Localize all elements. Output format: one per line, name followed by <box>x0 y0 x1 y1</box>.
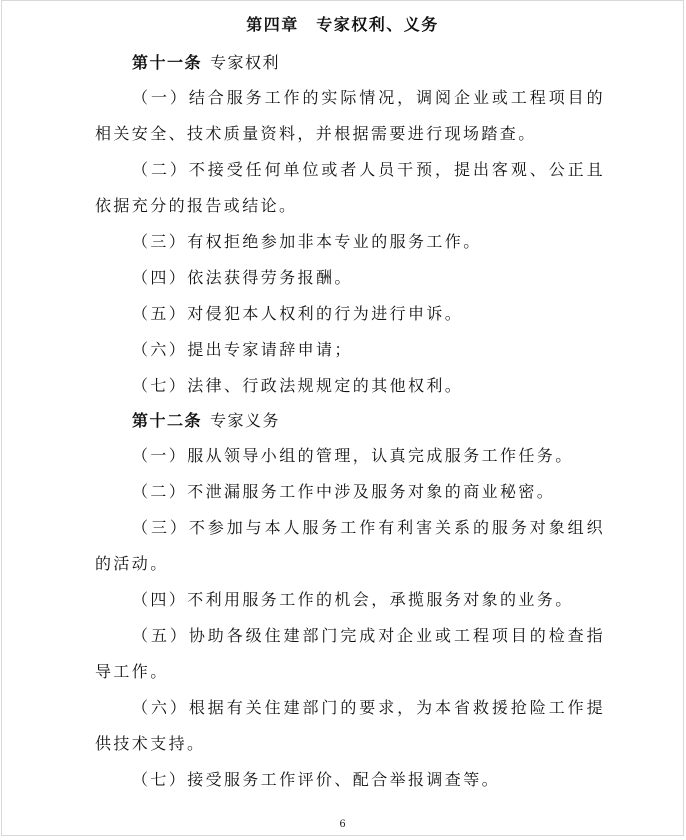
article-11-item-5: （五）对侵犯本人权利的行为进行申诉。 <box>132 304 464 323</box>
article-12-item-2: （二）不泄漏服务工作中涉及服务对象的商业秘密。 <box>132 482 556 501</box>
article-12-item-5: （五）协助各级住建部门完成对企业或工程项目的检查指导工作。 <box>95 626 605 681</box>
article-11-item-2: （二）不接受任何单位或者人员干预，提出客观、公正且依据充分的报告或结论。 <box>95 160 605 215</box>
article-11-item-4: （四）依法获得劳务报酬。 <box>132 268 353 287</box>
article-12-item-6: （六）根据有关住建部门的要求，为本省救援抢险工作提供技术支持。 <box>95 698 605 753</box>
article-11-item-1: （一）结合服务工作的实际情况，调阅企业或工程项目的相关安全、技术质量资料，并根据需要进行现场踏查。 <box>95 88 605 143</box>
article-12-heading <box>132 410 280 432</box>
article-12-number: 第十二条 <box>132 411 203 430</box>
article-11-item-7: （七）法律、行政法规规定的其他权利。 <box>132 376 464 395</box>
article-11-heading <box>132 52 280 74</box>
document-page <box>1 0 684 836</box>
article-11-item-3: （三）有权拒绝参加非本专业的服务工作。 <box>132 232 482 251</box>
article-12-subject: 专家义务 <box>210 411 281 430</box>
article-12-item-4: （四）不利用服务工作的机会，承揽服务对象的业务。 <box>132 590 574 609</box>
article-12-item-7: （七）接受服务工作评价、配合举报调查等。 <box>132 770 501 789</box>
article-12-item-3: （三）不参加与本人服务工作有利害关系的服务对象组织的活动。 <box>95 518 605 573</box>
article-11-number: 第十一条 <box>132 53 203 72</box>
chapter-title: 第四章 专家权利、义务 <box>246 15 439 34</box>
article-12-item-1: （一）服从领导小组的管理，认真完成服务工作任务。 <box>132 446 574 465</box>
article-11-subject: 专家权利 <box>210 53 281 72</box>
page-number: 6 <box>339 819 346 830</box>
article-11-item-6: （六）提出专家请辞申请； <box>132 340 353 359</box>
